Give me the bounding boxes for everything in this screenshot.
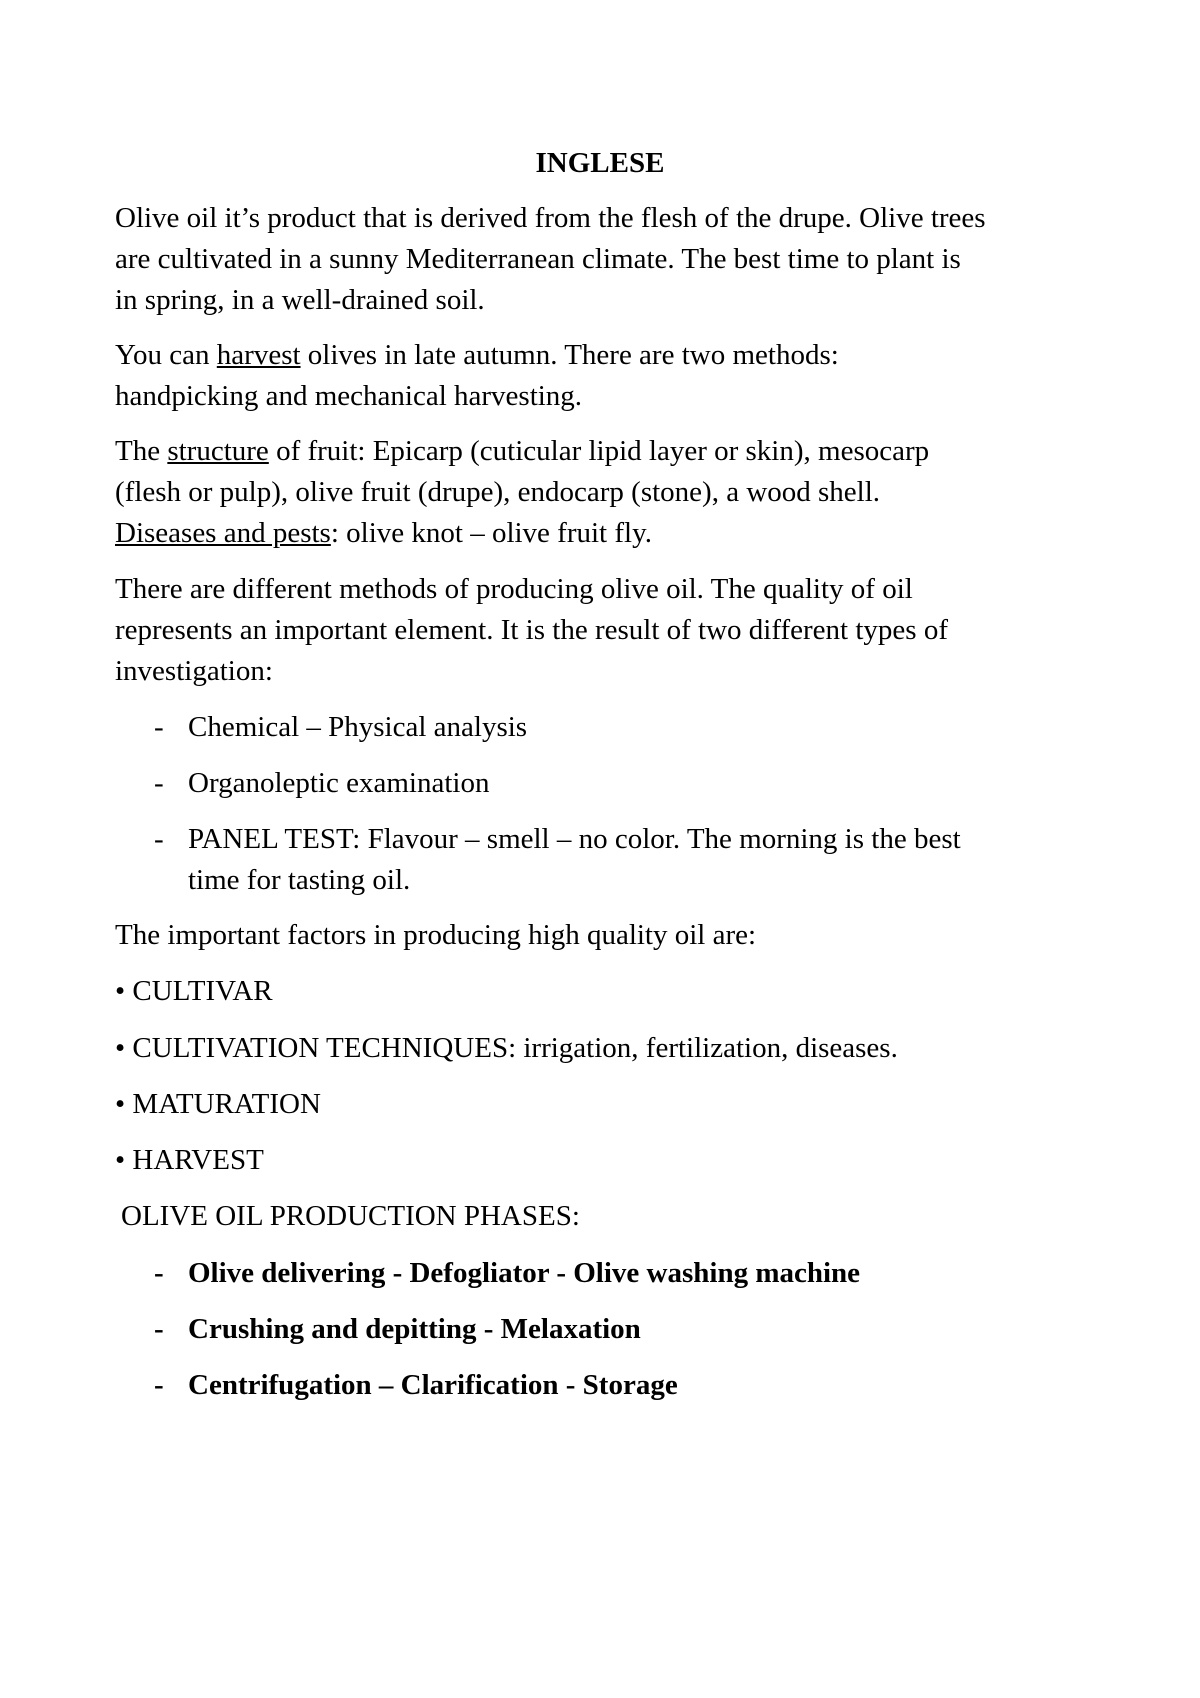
list-item: Chemical – Physical analysis	[188, 711, 528, 743]
list-dash: -	[154, 1313, 164, 1345]
list-item: Organoleptic examination	[188, 767, 490, 799]
structure-underlined: structure	[167, 435, 269, 467]
paragraph-methods-line-2: represents an important element. It is the result of two different types of	[115, 614, 948, 646]
paragraph-structure-line-1	[115, 434, 929, 468]
diseases-underlined: Diseases and pests	[115, 517, 331, 549]
phase-item: Centrifugation – Clarification - Storage	[188, 1369, 678, 1401]
harvest-underlined: harvest	[216, 339, 301, 371]
factor-item: • MATURATION	[115, 1088, 321, 1120]
list-dash: -	[154, 711, 164, 743]
list-item-continuation: time for tasting oil.	[188, 864, 411, 896]
structure-pre-text: The	[115, 435, 168, 467]
paragraph-intro-line-1: Olive oil it’s product that is derived from the flesh of the drupe. Olive trees	[115, 202, 986, 234]
factor-item: • CULTIVATION TECHNIQUES: irrigation, fertilization, diseases.	[115, 1032, 898, 1064]
document-title: INGLESE	[535, 147, 665, 179]
harvest-pre-text: You can	[115, 339, 217, 371]
factor-item: • CULTIVAR	[115, 975, 273, 1007]
paragraph-structure-line-2: (flesh or pulp), olive fruit (drupe), endocarp (stone), a wood shell.	[115, 476, 881, 508]
paragraph-intro-line-2: are cultivated in a sunny Mediterranean climate. The best time to plant is	[115, 243, 961, 275]
diseases-text: : olive knot – olive fruit fly.	[330, 517, 652, 549]
paragraph-intro-line-3: in spring, in a well-drained soil.	[115, 284, 485, 316]
paragraph-diseases-line	[115, 516, 652, 550]
phase-item: Crushing and depitting - Melaxation	[188, 1313, 641, 1345]
factors-intro: The important factors in producing high quality oil are:	[115, 919, 757, 951]
list-dash: -	[154, 767, 164, 799]
factor-item: • HARVEST	[115, 1144, 264, 1176]
list-item: PANEL TEST: Flavour – smell – no color. The morning is the best	[188, 823, 961, 855]
phase-item: Olive delivering - Defogliator - Olive washing machine	[188, 1257, 861, 1289]
paragraph-methods-line-3: investigation:	[115, 655, 273, 687]
paragraph-methods-line-1: There are different methods of producing olive oil. The quality of oil	[115, 573, 913, 605]
paragraph-harvest-line-1	[115, 338, 839, 372]
list-dash: -	[154, 823, 164, 855]
structure-post-text: of fruit: Epicarp (cuticular lipid layer or skin), mesocarp	[268, 435, 930, 467]
paragraph-harvest-line-2: handpicking and mechanical harvesting.	[115, 380, 583, 412]
phases-heading: OLIVE OIL PRODUCTION PHASES:	[121, 1200, 580, 1232]
list-dash: -	[154, 1369, 164, 1401]
list-dash: -	[154, 1257, 164, 1289]
harvest-post-text: olives in late autumn. There are two methods:	[300, 339, 839, 371]
